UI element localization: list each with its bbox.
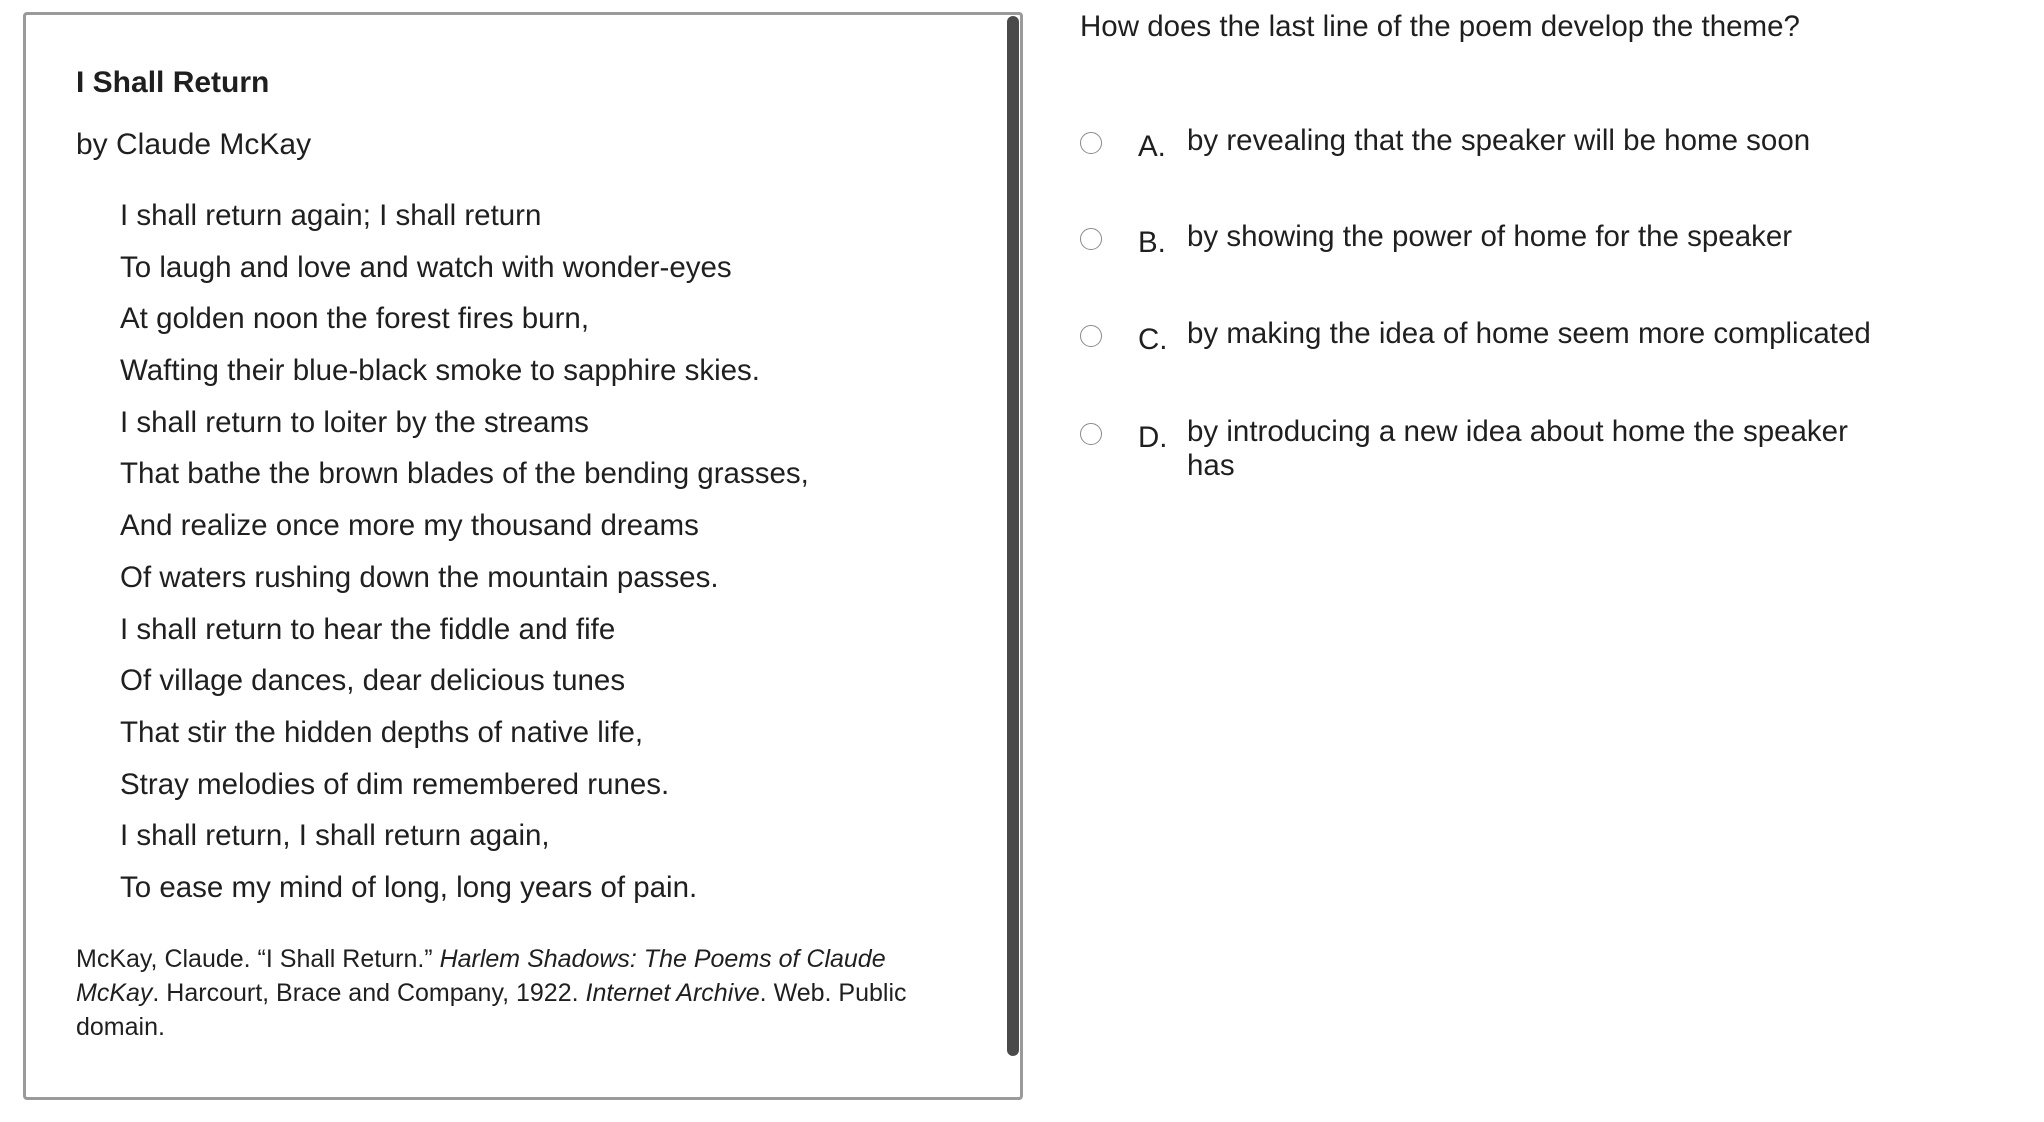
poem-title: I Shall Return (76, 66, 270, 99)
poem-line: Wafting their blue-black smoke to sapphire skies. (120, 354, 760, 388)
answer-choice-d[interactable] (1080, 415, 1900, 491)
poem-line: To ease my mind of long, long years of pain. (120, 870, 698, 904)
poem-line: That stir the hidden depths of native life, (120, 715, 644, 749)
poem-line: Of village dances, dear delicious tunes (120, 664, 626, 698)
question-prompt: How does the last line of the poem develop the theme? (1080, 10, 1800, 43)
poem-line: And realize once more my thousand dreams (120, 509, 699, 543)
choice-text: by showing the power of home for the speaker (1187, 220, 1793, 253)
citation-book-title: Harlem Shadows: The Poems of Claude McKay (76, 945, 886, 1007)
answer-choice-a[interactable] (1080, 124, 1900, 200)
poem-line: I shall return again; I shall return (120, 199, 542, 232)
choice-letter: C. (1138, 323, 1168, 356)
citation-text: . Harcourt, Brace and Company, 1922. (152, 979, 586, 1007)
poem-line: Stray melodies of dim remembered runes. (120, 767, 670, 801)
choice-letter: B. (1138, 226, 1166, 259)
choice-text: by making the idea of home seem more complicated (1187, 317, 1871, 350)
poem-line: At golden noon the forest fires burn, (120, 302, 590, 336)
answer-choice-b[interactable] (1080, 220, 1900, 296)
radio-button-d[interactable] (1080, 423, 1102, 445)
citation-text: . Web. Public domain. (76, 979, 907, 1041)
answer-choice-c[interactable] (1080, 317, 1900, 393)
poem-author: by Claude McKay (76, 128, 312, 161)
poem-citation (76, 942, 956, 1044)
choice-letter: D. (1138, 421, 1168, 454)
radio-button-b[interactable] (1080, 228, 1102, 250)
poem-line: That bathe the brown blades of the bending grasses, (120, 457, 809, 491)
passage-scrollbar[interactable] (1007, 16, 1019, 1056)
choice-text: by revealing that the speaker will be home soon (1187, 124, 1811, 157)
poem-line: I shall return to hear the fiddle and fife (120, 612, 616, 646)
poem-line: I shall return to loiter by the streams (120, 405, 589, 439)
radio-button-c[interactable] (1080, 325, 1102, 347)
poem-line: Of waters rushing down the mountain passes. (120, 560, 719, 594)
poem-body (120, 196, 809, 920)
radio-button-a[interactable] (1080, 132, 1102, 154)
poem-line: I shall return, I shall return again, (120, 819, 550, 853)
poem-line: To laugh and love and watch with wonder-eyes (120, 250, 732, 284)
choice-letter: A. (1138, 130, 1166, 163)
choice-text: by introducing a new idea about home the speaker has (1187, 415, 1848, 482)
citation-source: Internet Archive (585, 979, 760, 1007)
citation-text: McKay, Claude. “I Shall Return.” (76, 945, 440, 973)
